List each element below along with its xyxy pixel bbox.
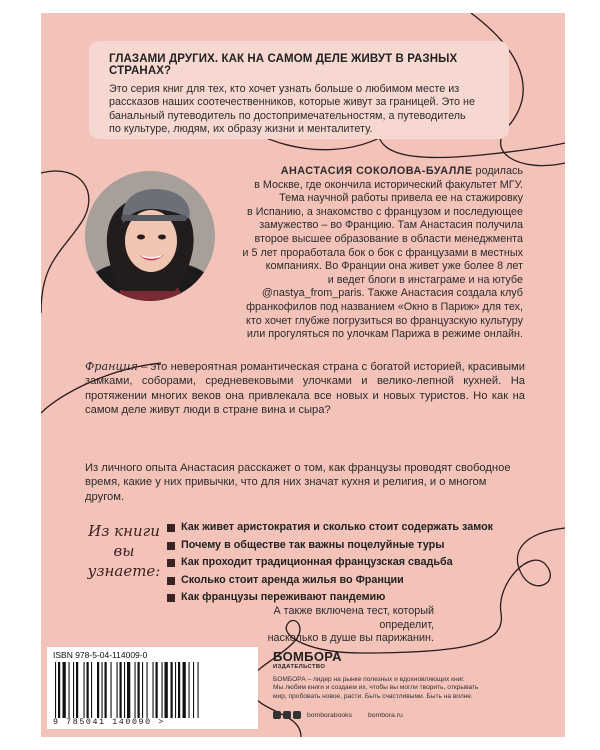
barcode-bar xyxy=(189,662,190,718)
series-line: по культуре, людям, их образу жизни и менталитету. xyxy=(109,123,373,136)
series-line: банальный путеводитель по достопримечательностям, а путеводитель xyxy=(109,109,466,122)
barcode-bar xyxy=(73,662,74,718)
author-bio-line: и ведет блоги в инстаграме и на ютубе xyxy=(327,273,523,286)
author-bio-line: компаниях. Во Франции она живет уже более 8 лет xyxy=(265,260,523,273)
series-description xyxy=(109,83,489,137)
barcode-bar xyxy=(198,662,199,718)
barcode-bar xyxy=(193,662,194,718)
author-bio-line: в Испанию, а знакомство с французом и последующее xyxy=(246,205,523,218)
learn-label xyxy=(79,521,169,581)
barcode-bar xyxy=(171,662,173,718)
publisher-description-line: БОМБОРА – лидер на рынке полезных и вдохновляющих книг. xyxy=(273,676,465,683)
barcode-bar xyxy=(84,662,85,718)
author-bio xyxy=(227,165,523,342)
vk-icon xyxy=(273,711,281,719)
publisher-logo: БОМБОРА xyxy=(273,649,342,664)
france-text: – это невероятная романтическая страна с богатой историей, красивыми замками, соборами, средневековыми улочками и велико-лепной кухней. На протяжении многих веков она привлекала все новых и новых туристов. Но как на самом деле живут люди в стране вина и сыра? xyxy=(85,361,525,417)
barcode-bar xyxy=(120,662,122,718)
barcode-bar xyxy=(102,662,103,718)
learn-list xyxy=(167,519,493,607)
barcode-bar xyxy=(142,662,143,718)
isbn-number: ISBN 978-5-04-114009-0 xyxy=(53,650,148,660)
barcode-bar xyxy=(153,662,154,718)
instagram-icon xyxy=(283,711,291,719)
publisher-subtitle: ИЗДАТЕЛЬСТВО xyxy=(273,664,326,670)
list-item: Как живет аристократия и сколько стоит содержать замок xyxy=(167,519,493,537)
author-bio-line: кто хочет глубже погрузиться во французскую культуру xyxy=(246,314,523,327)
author-bio-line: Тема научной работы привела ее на стажировку xyxy=(279,192,523,205)
list-item: Почему в обществе так важны поцелуйные туры xyxy=(167,537,493,555)
barcode-bar xyxy=(55,662,56,718)
barcode-bar xyxy=(124,662,125,718)
barcode-bar xyxy=(165,662,168,718)
series-line: рассказов наших соотечественников, которые живут за границей. Это не xyxy=(109,96,476,109)
barcode-bar xyxy=(135,662,136,718)
author-bio-line: родилась xyxy=(472,165,523,177)
barcode-bar xyxy=(58,662,60,718)
barcode-bar xyxy=(138,662,140,718)
barcode-bar xyxy=(175,662,176,718)
barcode-bar xyxy=(183,662,186,718)
barcode-bar xyxy=(63,662,66,718)
barcode-digits: 9 785041 140090 > xyxy=(53,718,165,727)
barcode-bar xyxy=(97,662,99,718)
test-note-line: А также включена тест, который определит, xyxy=(273,605,434,631)
author-bio-line: @nastya_from_paris. Также Анастасия создала клуб xyxy=(261,287,523,300)
author-bio-line: франкофилов под названием «Окно в Париж» для тех, xyxy=(246,300,523,313)
publisher-social xyxy=(273,711,403,719)
barcode-bar xyxy=(111,662,112,718)
author-name: АНАСТАСИЯ СОКОЛОВА-БУАЛЛЕ xyxy=(280,165,473,177)
france-paragraph xyxy=(85,360,525,418)
youtube-icon xyxy=(293,711,301,719)
learn-label-line: вы узнаете: xyxy=(87,542,161,580)
test-note xyxy=(224,605,434,646)
author-bio-line: замужество – во Францию. Там Анастасия получила xyxy=(259,219,523,232)
barcode-bar xyxy=(76,662,78,718)
series-line: Это серия книг для тех, кто хочет узнать больше о любимом месте из xyxy=(109,83,460,95)
social-handle[interactable]: bomborabooks xyxy=(307,711,352,719)
barcode-bar xyxy=(178,662,180,718)
publisher-description xyxy=(273,676,543,701)
learn-label-line: Из книги xyxy=(88,522,160,540)
barcode-bar xyxy=(117,662,118,718)
france-word: Франция xyxy=(85,360,138,373)
barcode-bar xyxy=(91,662,92,718)
barcode-bar xyxy=(105,662,107,718)
barcode-bar xyxy=(147,662,148,718)
barcode-bar xyxy=(127,662,130,718)
barcode xyxy=(53,662,253,718)
isbn-block xyxy=(47,647,258,729)
author-bio-line: в Москве, где окончила исторический факультет МГУ. xyxy=(254,178,523,191)
website-link[interactable]: bombora.ru xyxy=(367,711,403,719)
list-item: Как проходит традиционная французская свадьба xyxy=(167,554,493,572)
book-back-cover xyxy=(41,13,565,737)
series-title: ГЛАЗАМИ ДРУГИХ. КАК НА САМОМ ДЕЛЕ ЖИВУТ В РАЗНЫХ СТРАНАХ? xyxy=(109,53,458,77)
publisher-description-line: мир, пробовать новое, расти. Быть счастливыми. Быть на волне. xyxy=(273,692,473,700)
test-note-line: насколько в душе вы парижанин. xyxy=(267,632,434,645)
series-info-box xyxy=(89,41,509,139)
social-icons xyxy=(273,711,301,719)
list-item: Как французы переживают пандемию xyxy=(167,589,493,607)
barcode-bar xyxy=(156,662,158,718)
barcode-bar xyxy=(69,662,70,718)
barcode-bar xyxy=(87,662,89,718)
intro-paragraph: Из личного опыта Анастасия расскажет о том, как французы проводят свободное время, какие у них привычки, что для них значат кухня и религия, и о многом другом. xyxy=(85,462,511,503)
author-portrait-image xyxy=(85,171,215,301)
barcode-bar xyxy=(162,662,163,718)
author-bio-line: второе высшее образование в области менеджмента xyxy=(254,232,523,245)
list-item: Сколько стоит аренда жилья во Франции xyxy=(167,572,493,590)
author-bio-line: и 5 лет проработала бок о бок с французами в местных xyxy=(242,246,523,259)
author-photo xyxy=(85,171,215,301)
publisher-description-line: Мы любим книги и создаем их, чтобы вы могли творить, открывать xyxy=(273,684,479,692)
author-bio-line: или прогуляться по улочкам Парижа в режиме онлайн. xyxy=(246,328,523,341)
